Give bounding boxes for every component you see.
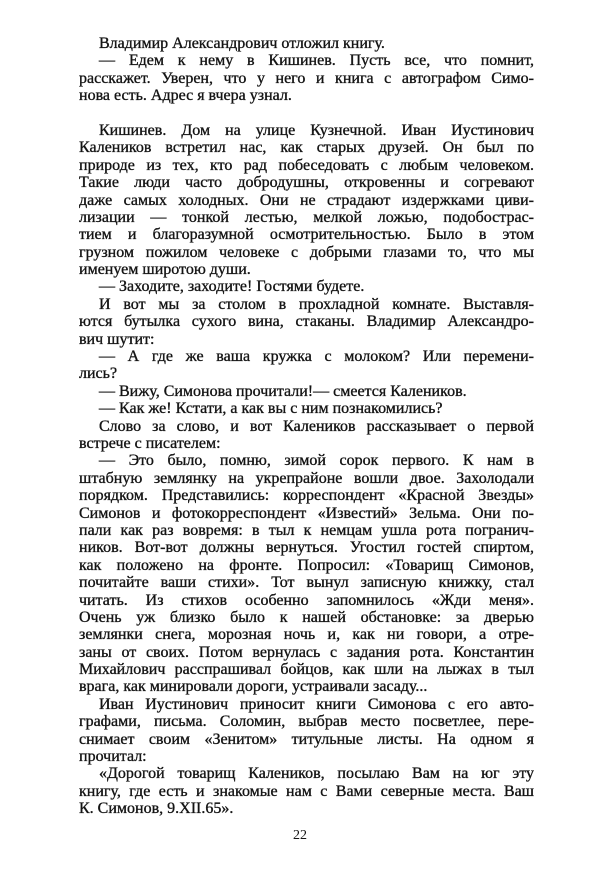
text-line: вич шутит: [79, 330, 155, 348]
text-line: именуем широтою души. [79, 261, 251, 279]
text-line: природе из тех, кто рад побеседовать с любым человеком. [79, 156, 534, 174]
text-line: тием и благоразумной осмотрительностью. Было в этом [79, 226, 534, 244]
page-number: 22 [293, 828, 307, 843]
paragraph [79, 122, 534, 279]
text-line: Такие люди часто добродушны, откровенны и согревают [79, 174, 534, 192]
text-line: читать. Из стихов особенно запомнилось «Жди меня». [79, 591, 534, 609]
text-line: встрече с писателем: [79, 434, 221, 452]
text-line: Калеников встретил нас, как старых друзей. Он был по [79, 139, 534, 157]
text-line: ников. Вот-вот должны вернуться. Угостил гостей спиртом, [79, 539, 534, 557]
text-line: — Едем к нему в Кишинев. Пусть все, что помнит, [99, 52, 534, 70]
text-line: прочитал: [79, 748, 147, 766]
paragraph [79, 383, 534, 400]
text-line: пали как раз вовремя: в тыл к немцам ушла рота погранич- [79, 521, 534, 539]
paragraph [79, 418, 534, 453]
text-line: врага, как минировали дороги, устраивали засаду... [79, 678, 428, 696]
text-line: графами, письма. Соломин, выбрав место посветлее, пере- [79, 713, 534, 731]
text-line: заны от своих. Потом вернулась с задания рота. Константин [79, 643, 534, 661]
text-line: Слово за слово, и вот Калеников рассказывает о первой [99, 417, 534, 435]
text-line: снимает своим «Зенитом» титульные листы. На одном я [79, 730, 534, 748]
paragraph [79, 452, 534, 695]
text-line: Иван Иустинович приносит книги Симонова с его авто- [99, 695, 534, 713]
text-line: — Заходите, заходите! Гостями будете. [99, 278, 365, 296]
text-line: Кишинев. Дом на улице Кузнечной. Иван Иустинович [99, 121, 534, 139]
text-line: ются бутылка сухого вина, стаканы. Владимир Александро- [79, 313, 534, 331]
paragraph [79, 278, 534, 295]
text-line: Владимир Александрович отложил книгу. [99, 35, 385, 52]
text-line: лизации — тонкой лестью, мелкой ложью, подобострас- [79, 208, 534, 226]
paragraph [79, 400, 534, 417]
text-line: Очень уж близко было к нашей обстановке: за дверью [79, 608, 534, 626]
paragraph [79, 696, 534, 766]
text-line: даже самых холодных. Они не страдают издержками циви- [79, 191, 534, 209]
paragraph [79, 35, 534, 52]
paragraph-gap [79, 105, 534, 122]
text-line: — Это было, помню, зимой сорок первого. К нам в [99, 452, 534, 470]
text-line: порядком. Представились: корреспондент «Красной Звезды» [79, 487, 534, 505]
page-text [79, 35, 534, 818]
text-line: — Как же! Кстати, а как вы с ним познакомились? [99, 400, 443, 418]
text-line: Михайлович расспрашивал бойцов, как шли на лыжах в тыл [79, 661, 534, 679]
text-line: Симонов и фотокорреспондент «Известий» Зельма. Они по- [79, 504, 534, 522]
text-line: грузном пожилом человеке с добрыми глазами то, что мы [79, 243, 534, 261]
text-line: лись? [79, 365, 118, 383]
text-line: нова есть. Адрес я вчера узнал. [79, 87, 292, 105]
paragraph [79, 765, 534, 817]
text-line: И вот мы за столом в прохладной комнате. Выставля- [99, 295, 534, 313]
paragraph [79, 296, 534, 348]
paragraph [79, 52, 534, 104]
text-line: расскажет. Уверен, что у него и книга с автографом Симо- [79, 69, 534, 87]
paragraph [79, 348, 534, 383]
text-line: как положено на фронте. Попросил: «Товарищ Симонов, [79, 556, 534, 574]
text-line: К. Симонов, 9.XII.65». [79, 800, 234, 818]
text-line: книгу, где есть и знакомые нам с Вами северные места. Ваш [79, 782, 534, 800]
text-line: «Дорогой товарищ Калеников, посылаю Вам на юг эту [99, 765, 534, 783]
text-line: почитайте ваши стихи». Тот вынул записную книжку, стал [79, 574, 534, 592]
text-line: землянки снега, морозная ночь и, как ни говори, а отре- [79, 626, 534, 644]
text-line: штабную землянку на укрепрайоне вошли двое. Захолодали [79, 469, 534, 487]
text-line: — А где же ваша кружка с молоком? Или перемени- [99, 348, 534, 366]
text-line: — Вижу, Симонова прочитали!— смеется Калеников. [99, 382, 467, 400]
